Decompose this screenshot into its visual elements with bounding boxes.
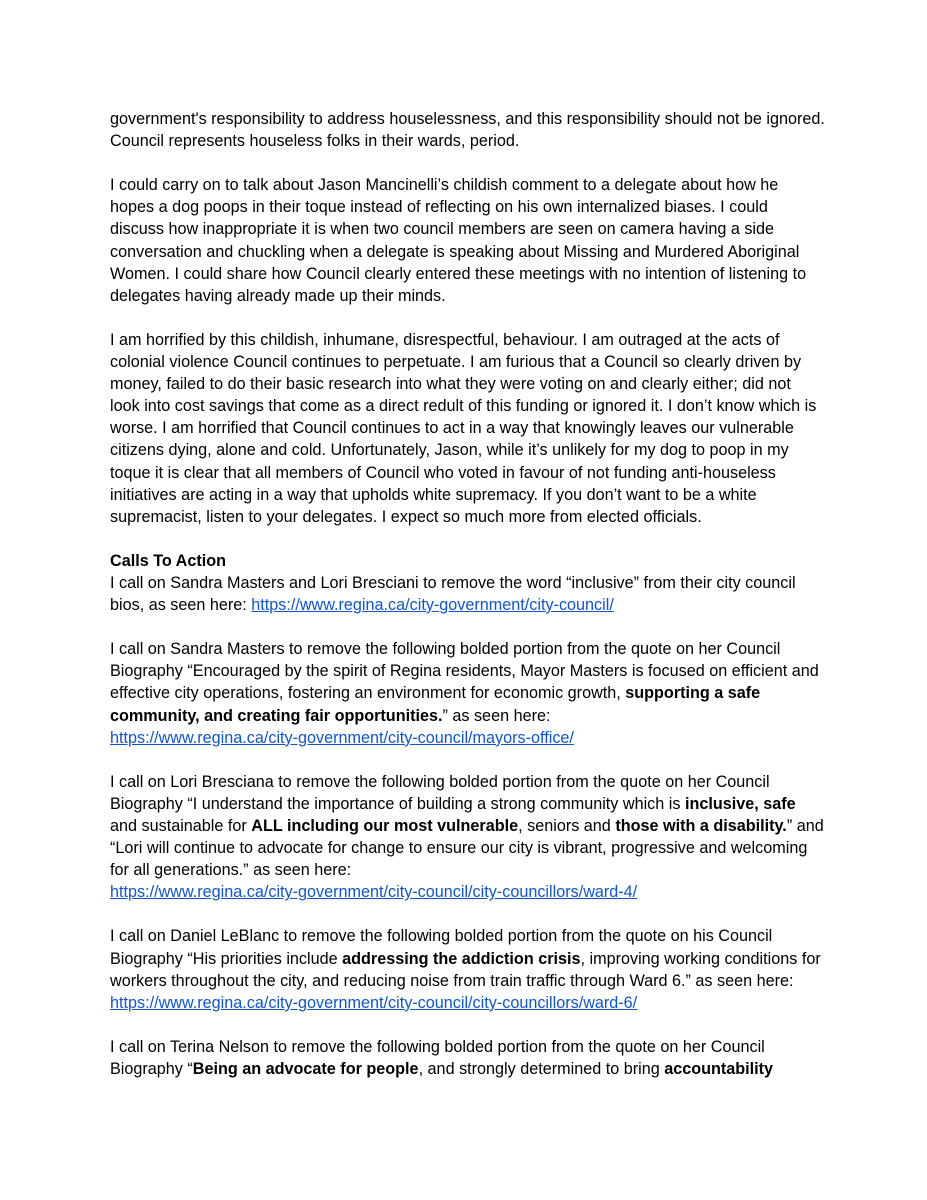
- bolded-quote: accountability: [664, 1060, 774, 1079]
- calls-to-action-section: [110, 550, 825, 616]
- call-text: , seniors and: [518, 817, 616, 835]
- call-text: I call on Lori Bresciana to remove the following bolded portion from the quote on her Council Biography “I understand the importance of building a strong community which is: [110, 772, 770, 813]
- call-text: I call on Terina Nelson to remove the following bolded portion from the quote on her Council Biography “: [110, 1037, 765, 1079]
- call-to-action-masters-bresciani: [110, 572, 825, 616]
- call-text: I call on Daniel LeBlanc to remove the following bolded portion from the quote on his Council Biography “His priorities include: [110, 927, 773, 968]
- bolded-quote: inclusive, safe: [684, 794, 796, 813]
- paragraph-horrified-statement: I am horrified by this childish, inhumane, disrespectful, behaviour. I am outraged at the acts of colonial violence Council continues to perpetuate. I am furious that a Council so clearly driven by money, failed to do their basic research into what they were voting on and clearly either; did not look into cost savings that come as a direct redult of this funding or ignored it. I don’t know which is worse. I am horrified that Council continues to act in a way that knowingly leaves our vulnerable citizens dying, alone and cold. Unfortunately, Jason, while it’s unlikely for my dog to poop in my toque it is clear that all members of Council who voted in favour of not funding anti-houseless initiatives are acting in a way that upholds white supremacy. If you don’t want to be a white supremacist, listen to your delegates. I expect so much more from elected officials.: [110, 330, 817, 526]
- calls-to-action-heading: Calls To Action: [110, 551, 227, 570]
- bolded-quote: Being an advocate for people: [192, 1060, 419, 1079]
- bolded-quote: those with a disability.: [615, 817, 787, 835]
- paragraph-houselessness-responsibility: government's responsibility to address houselessness, and this responsibility should not be ignored. Council represents houseless folks in their wards, period.: [110, 110, 825, 151]
- ward-6-link[interactable]: https://www.regina.ca/city-government/city-council/city-councillors/ward-6/: [110, 993, 638, 1012]
- call-to-action-bresciana: [110, 771, 825, 904]
- call-text: , improving working conditions for workers throughout the city, and reducing noise from train traffic through Ward 6.” as seen here:: [110, 949, 821, 990]
- call-text: and sustainable for: [110, 817, 252, 835]
- ward-4-link[interactable]: https://www.regina.ca/city-government/city-council/city-councillors/ward-4/: [110, 883, 638, 902]
- call-text: ” and “Lori will continue to advocate for change to ensure our city is vibrant, progressive and welcoming for all generations.” as seen here:: [110, 817, 824, 880]
- call-to-action-masters: [110, 638, 825, 748]
- bolded-quote: supporting a safe community, and creating fair opportunities.: [110, 684, 761, 725]
- call-text: ” as seen here:: [442, 706, 551, 725]
- city-council-link[interactable]: https://www.regina.ca/city-government/city-council/: [251, 596, 614, 615]
- paragraph-council-conduct: I could carry on to talk about Jason Mancinelli’s childish comment to a delegate about how he hopes a dog poops in their toque instead of reflecting on his own internalized biases. I could discuss how inappropriate it is when two council members are seen on camera having a side conversation and chuckling when a delegate is speaking about Missing and Murdered Aboriginal Women. I could share how Council clearly entered these meetings with no intention of listening to delegates having already made up their minds.: [110, 176, 807, 305]
- call-text: , and strongly determined to bring: [418, 1060, 665, 1079]
- call-to-action-leblanc: [110, 925, 825, 1013]
- mayors-office-link[interactable]: https://www.regina.ca/city-government/city-council/mayors-office/: [110, 728, 574, 747]
- call-text: I call on Sandra Masters to remove the following bolded portion from the quote on her Council Biography “Encouraged by the spirit of Regina residents, Mayor Masters is focused on efficient and effective city operations, fostering an environment for economic growth,: [110, 640, 819, 703]
- bolded-quote: addressing the addiction crisis: [342, 949, 581, 968]
- call-to-action-nelson: [110, 1036, 825, 1080]
- bolded-quote: ALL including our most vulnerable: [251, 817, 519, 835]
- call-text: I call on Sandra Masters and Lori Bresciani to remove the word “inclusive” from their city council bios, as seen here:: [110, 573, 796, 615]
- document-body: [110, 108, 825, 1102]
